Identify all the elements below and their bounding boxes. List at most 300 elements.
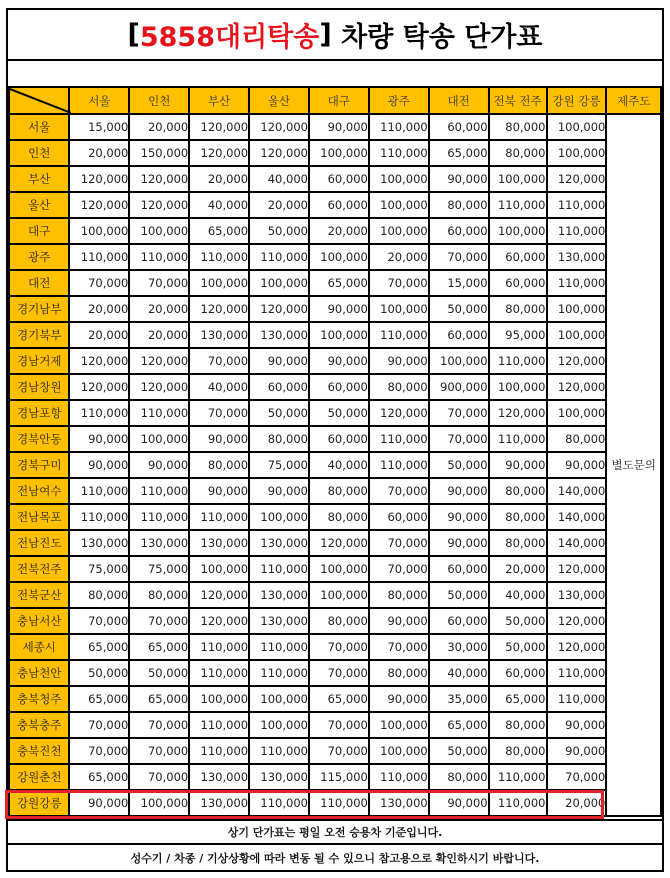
price-cell: 110,000 <box>489 790 547 816</box>
corner-diagonal-cell <box>9 88 69 114</box>
price-cell: 80,000 <box>69 582 129 608</box>
price-cell: 20,000 <box>129 322 189 348</box>
table-row <box>9 348 661 374</box>
row-header-origin: 경남포항 <box>9 400 69 426</box>
price-cell: 110,000 <box>69 244 129 270</box>
price-cell: 15,000 <box>429 270 489 296</box>
table-row <box>9 478 661 504</box>
price-cell: 90,000 <box>249 478 309 504</box>
price-cell: 65,000 <box>129 634 189 660</box>
price-cell: 80,000 <box>489 738 547 764</box>
price-cell: 130,000 <box>249 582 309 608</box>
price-cell: 120,000 <box>547 608 607 634</box>
price-cell: 110,000 <box>69 400 129 426</box>
column-header: 대전 <box>429 88 489 114</box>
row-header-origin: 광주 <box>9 244 69 270</box>
price-cell: 75,000 <box>249 452 309 478</box>
row-header-origin: 경남창원 <box>9 374 69 400</box>
price-cell: 100,000 <box>189 686 249 712</box>
row-header-origin: 경남거제 <box>9 348 69 374</box>
price-cell: 140,000 <box>547 504 607 530</box>
footer-note-weekday: 상기 단가표는 평일 오전 승용차 기준입니다. <box>8 819 662 845</box>
price-cell: 60,000 <box>429 218 489 244</box>
price-cell: 70,000 <box>189 400 249 426</box>
price-cell: 90,000 <box>429 790 489 816</box>
price-table <box>8 88 662 817</box>
price-cell: 40,000 <box>489 582 547 608</box>
price-cell: 100,000 <box>369 296 429 322</box>
title-text: 차량 탁송 단가표 <box>331 22 543 53</box>
price-cell: 70,000 <box>369 270 429 296</box>
price-cell: 50,000 <box>249 400 309 426</box>
price-cell: 20,000 <box>369 244 429 270</box>
price-cell: 80,000 <box>309 504 369 530</box>
price-cell: 65,000 <box>69 686 129 712</box>
price-cell: 70,000 <box>129 712 189 738</box>
row-header-origin: 전북전주 <box>9 556 69 582</box>
price-cell: 65,000 <box>309 686 369 712</box>
row-header-origin: 전남진도 <box>9 530 69 556</box>
table-row <box>9 738 661 764</box>
price-cell: 100,000 <box>249 686 309 712</box>
row-header-origin: 충남천안 <box>9 660 69 686</box>
footer-note-disclaimer: 성수기 / 차종 / 기상상황에 따라 변동 될 수 있으니 참고용으로 확인하시기 바랍니다. <box>130 851 540 865</box>
price-cell: 120,000 <box>547 374 607 400</box>
price-cell: 120,000 <box>547 634 607 660</box>
price-cell: 100,000 <box>249 504 309 530</box>
price-cell: 95,000 <box>489 322 547 348</box>
price-cell: 80,000 <box>309 608 369 634</box>
table-row <box>9 192 661 218</box>
column-header: 광주 <box>369 88 429 114</box>
price-cell: 65,000 <box>489 686 547 712</box>
price-cell: 20,000 <box>129 114 189 140</box>
price-cell: 115,000 <box>309 764 369 790</box>
price-cell: 140,000 <box>547 478 607 504</box>
column-header: 강원 강릉 <box>547 88 607 114</box>
price-cell: 90,000 <box>189 478 249 504</box>
row-header-origin: 대전 <box>9 270 69 296</box>
price-cell: 80,000 <box>489 296 547 322</box>
price-cell: 110,000 <box>189 660 249 686</box>
table-row <box>9 634 661 660</box>
row-header-origin: 경기북부 <box>9 322 69 348</box>
row-header-origin: 충남서산 <box>9 608 69 634</box>
price-sheet <box>6 8 664 872</box>
price-cell: 70,000 <box>369 530 429 556</box>
price-cell: 65,000 <box>69 764 129 790</box>
price-cell: 50,000 <box>429 582 489 608</box>
price-cell: 110,000 <box>189 244 249 270</box>
title-brand: 5858대리탁송 <box>139 22 320 53</box>
price-cell: 60,000 <box>309 426 369 452</box>
price-cell: 65,000 <box>69 634 129 660</box>
price-cell: 70,000 <box>189 348 249 374</box>
price-cell: 110,000 <box>309 790 369 816</box>
price-cell: 40,000 <box>429 660 489 686</box>
price-cell: 110,000 <box>547 686 607 712</box>
row-header-origin: 울산 <box>9 192 69 218</box>
price-cell: 120,000 <box>69 348 129 374</box>
price-cell: 100,000 <box>249 270 309 296</box>
price-cell: 110,000 <box>489 426 547 452</box>
price-cell: 130,000 <box>369 790 429 816</box>
price-cell: 100,000 <box>429 348 489 374</box>
price-cell: 110,000 <box>189 504 249 530</box>
price-cell: 70,000 <box>69 738 129 764</box>
row-header-origin: 강원춘천 <box>9 764 69 790</box>
price-cell: 100,000 <box>249 712 309 738</box>
row-header-origin: 경북안동 <box>9 426 69 452</box>
price-cell: 120,000 <box>129 348 189 374</box>
price-cell: 130,000 <box>69 530 129 556</box>
price-cell: 70,000 <box>309 634 369 660</box>
table-row <box>9 556 661 582</box>
price-cell: 100,000 <box>547 114 607 140</box>
price-cell: 90,000 <box>429 530 489 556</box>
price-cell: 70,000 <box>309 712 369 738</box>
price-cell: 110,000 <box>369 322 429 348</box>
price-cell: 110,000 <box>189 712 249 738</box>
table-row <box>9 374 661 400</box>
row-header-origin: 전남여수 <box>9 478 69 504</box>
price-cell: 70,000 <box>429 426 489 452</box>
price-cell: 100,000 <box>547 296 607 322</box>
price-cell: 120,000 <box>547 556 607 582</box>
price-cell: 65,000 <box>429 140 489 166</box>
price-cell: 65,000 <box>309 270 369 296</box>
column-header: 인천 <box>129 88 189 114</box>
price-cell: 60,000 <box>489 244 547 270</box>
price-cell: 60,000 <box>489 270 547 296</box>
price-cell: 50,000 <box>309 400 369 426</box>
price-cell: 80,000 <box>369 660 429 686</box>
price-cell: 65,000 <box>429 712 489 738</box>
price-cell: 90,000 <box>547 452 607 478</box>
price-cell: 110,000 <box>249 660 309 686</box>
price-cell: 50,000 <box>129 660 189 686</box>
price-cell: 100,000 <box>369 218 429 244</box>
table-row <box>9 452 661 478</box>
price-cell: 130,000 <box>189 530 249 556</box>
price-cell: 100,000 <box>489 218 547 244</box>
price-cell: 40,000 <box>249 166 309 192</box>
price-cell: 120,000 <box>489 400 547 426</box>
price-cell: 100,000 <box>309 322 369 348</box>
price-cell: 60,000 <box>429 322 489 348</box>
price-cell: 100,000 <box>189 556 249 582</box>
column-header: 제주도 <box>606 88 661 114</box>
blank-row <box>8 61 662 88</box>
price-cell: 110,000 <box>369 114 429 140</box>
row-header-origin: 충북청주 <box>9 686 69 712</box>
price-cell: 120,000 <box>249 296 309 322</box>
table-row <box>9 400 661 426</box>
price-cell: 90,000 <box>309 296 369 322</box>
price-cell: 80,000 <box>489 140 547 166</box>
table-row <box>9 166 661 192</box>
price-cell: 110,000 <box>69 504 129 530</box>
price-cell: 110,000 <box>369 140 429 166</box>
price-cell: 60,000 <box>369 504 429 530</box>
column-header: 대구 <box>309 88 369 114</box>
row-header-origin: 인천 <box>9 140 69 166</box>
price-cell: 110,000 <box>489 348 547 374</box>
table-row <box>9 270 661 296</box>
price-cell: 110,000 <box>489 192 547 218</box>
price-cell: 110,000 <box>249 790 309 816</box>
price-cell: 50,000 <box>249 218 309 244</box>
price-cell: 90,000 <box>429 166 489 192</box>
price-cell: 100,000 <box>189 270 249 296</box>
price-cell: 90,000 <box>369 686 429 712</box>
price-cell: 90,000 <box>69 452 129 478</box>
price-cell: 110,000 <box>547 192 607 218</box>
price-cell: 70,000 <box>129 608 189 634</box>
price-cell: 110,000 <box>547 270 607 296</box>
row-header-origin: 세종시 <box>9 634 69 660</box>
price-cell: 140,000 <box>547 530 607 556</box>
column-header: 울산 <box>249 88 309 114</box>
price-cell: 110,000 <box>547 660 607 686</box>
price-cell: 100,000 <box>369 192 429 218</box>
price-cell: 90,000 <box>69 790 129 816</box>
price-cell: 110,000 <box>129 400 189 426</box>
table-row <box>9 114 661 140</box>
price-cell: 70,000 <box>547 764 607 790</box>
price-cell: 75,000 <box>69 556 129 582</box>
table-row-highlighted <box>9 790 661 816</box>
row-header-origin: 전남목포 <box>9 504 69 530</box>
price-cell: 20,000 <box>189 166 249 192</box>
price-cell: 100,000 <box>129 426 189 452</box>
price-cell: 80,000 <box>369 374 429 400</box>
price-cell: 900,000 <box>429 374 489 400</box>
price-cell: 90,000 <box>129 452 189 478</box>
price-cell: 60,000 <box>249 374 309 400</box>
jeju-inquiry-cell: 별도문의 <box>606 114 661 816</box>
price-cell: 40,000 <box>309 452 369 478</box>
price-cell: 90,000 <box>309 114 369 140</box>
price-cell: 100,000 <box>369 166 429 192</box>
price-cell: 40,000 <box>189 374 249 400</box>
price-cell: 90,000 <box>429 478 489 504</box>
price-cell: 110,000 <box>489 764 547 790</box>
price-cell: 70,000 <box>69 712 129 738</box>
price-cell: 120,000 <box>129 192 189 218</box>
price-cell: 20,000 <box>547 790 607 816</box>
price-cell: 130,000 <box>249 322 309 348</box>
price-cell: 120,000 <box>69 192 129 218</box>
price-cell: 20,000 <box>69 140 129 166</box>
price-cell: 110,000 <box>249 244 309 270</box>
price-cell: 90,000 <box>69 426 129 452</box>
price-cell: 60,000 <box>429 608 489 634</box>
price-cell: 70,000 <box>369 634 429 660</box>
price-cell: 130,000 <box>189 764 249 790</box>
price-cell: 100,000 <box>547 140 607 166</box>
price-cell: 100,000 <box>69 218 129 244</box>
price-cell: 20,000 <box>249 192 309 218</box>
price-cell: 100,000 <box>309 556 369 582</box>
price-cell: 70,000 <box>69 270 129 296</box>
price-cell: 80,000 <box>547 426 607 452</box>
column-header: 전북 전주 <box>489 88 547 114</box>
price-cell: 120,000 <box>189 582 249 608</box>
price-cell: 100,000 <box>309 582 369 608</box>
price-cell: 110,000 <box>369 764 429 790</box>
price-cell: 70,000 <box>369 478 429 504</box>
price-cell: 100,000 <box>309 140 369 166</box>
price-cell: 120,000 <box>189 140 249 166</box>
column-header: 서울 <box>69 88 129 114</box>
table-row <box>9 426 661 452</box>
price-cell: 60,000 <box>309 374 369 400</box>
price-cell: 120,000 <box>129 374 189 400</box>
price-cell: 15,000 <box>69 114 129 140</box>
price-cell: 50,000 <box>489 634 547 660</box>
price-cell: 110,000 <box>249 556 309 582</box>
price-cell: 80,000 <box>489 712 547 738</box>
row-header-origin: 대구 <box>9 218 69 244</box>
price-cell: 80,000 <box>489 478 547 504</box>
price-cell: 130,000 <box>129 530 189 556</box>
price-cell: 100,000 <box>547 400 607 426</box>
table-row <box>9 530 661 556</box>
price-cell: 110,000 <box>129 504 189 530</box>
price-cell: 120,000 <box>189 114 249 140</box>
row-header-origin: 경기남부 <box>9 296 69 322</box>
price-cell: 60,000 <box>429 114 489 140</box>
price-cell: 130,000 <box>189 790 249 816</box>
table-row <box>9 764 661 790</box>
price-cell: 110,000 <box>129 478 189 504</box>
price-cell: 110,000 <box>249 634 309 660</box>
price-cell: 70,000 <box>369 556 429 582</box>
title-bracket-close: ] <box>319 19 332 50</box>
price-cell: 50,000 <box>429 738 489 764</box>
price-cell: 80,000 <box>189 452 249 478</box>
price-cell: 110,000 <box>547 218 607 244</box>
price-cell: 30,000 <box>429 634 489 660</box>
price-cell: 70,000 <box>69 608 129 634</box>
price-cell: 90,000 <box>189 426 249 452</box>
price-cell: 20,000 <box>309 218 369 244</box>
price-cell: 120,000 <box>189 296 249 322</box>
price-cell: 110,000 <box>369 452 429 478</box>
price-cell: 120,000 <box>249 114 309 140</box>
title-bracket-open: [ <box>127 19 140 50</box>
price-cell: 100,000 <box>129 218 189 244</box>
price-cell: 50,000 <box>489 608 547 634</box>
price-cell: 90,000 <box>547 738 607 764</box>
price-cell: 80,000 <box>429 192 489 218</box>
price-cell: 110,000 <box>69 478 129 504</box>
price-cell: 75,000 <box>129 556 189 582</box>
price-cell: 100,000 <box>489 166 547 192</box>
price-cell: 120,000 <box>369 400 429 426</box>
table-row <box>9 218 661 244</box>
price-cell: 100,000 <box>489 374 547 400</box>
table-row <box>9 322 661 348</box>
row-header-origin: 강원강릉 <box>9 790 69 816</box>
price-cell: 130,000 <box>547 582 607 608</box>
price-cell: 130,000 <box>189 322 249 348</box>
price-cell: 70,000 <box>309 738 369 764</box>
price-cell: 100,000 <box>547 322 607 348</box>
price-cell: 130,000 <box>547 244 607 270</box>
table-row <box>9 582 661 608</box>
price-cell: 90,000 <box>249 348 309 374</box>
price-cell: 80,000 <box>489 504 547 530</box>
price-cell: 80,000 <box>129 582 189 608</box>
page-title <box>8 10 662 61</box>
table-row <box>9 660 661 686</box>
price-cell: 80,000 <box>429 764 489 790</box>
price-cell: 60,000 <box>429 556 489 582</box>
price-cell: 60,000 <box>309 192 369 218</box>
price-cell: 50,000 <box>429 452 489 478</box>
price-cell: 100,000 <box>369 712 429 738</box>
price-cell: 20,000 <box>129 296 189 322</box>
price-cell: 130,000 <box>249 764 309 790</box>
column-header: 부산 <box>189 88 249 114</box>
price-cell: 90,000 <box>547 712 607 738</box>
price-cell: 150,000 <box>129 140 189 166</box>
table-row <box>9 296 661 322</box>
price-cell: 80,000 <box>369 582 429 608</box>
price-cell: 90,000 <box>369 608 429 634</box>
table-row <box>9 244 661 270</box>
row-header-origin: 충북진천 <box>9 738 69 764</box>
price-cell: 20,000 <box>69 296 129 322</box>
price-cell: 130,000 <box>249 608 309 634</box>
price-cell: 130,000 <box>249 530 309 556</box>
price-cell: 90,000 <box>309 348 369 374</box>
price-cell: 120,000 <box>249 140 309 166</box>
price-cell: 120,000 <box>189 608 249 634</box>
price-cell: 40,000 <box>189 192 249 218</box>
price-cell: 120,000 <box>69 374 129 400</box>
table-row <box>9 608 661 634</box>
price-cell: 70,000 <box>429 244 489 270</box>
price-cell: 50,000 <box>69 660 129 686</box>
row-header-origin: 경북구미 <box>9 452 69 478</box>
price-cell: 120,000 <box>547 348 607 374</box>
row-header-origin: 전북군산 <box>9 582 69 608</box>
price-cell: 120,000 <box>547 166 607 192</box>
row-header-origin: 충북충주 <box>9 712 69 738</box>
price-cell: 80,000 <box>489 114 547 140</box>
price-cell: 90,000 <box>429 504 489 530</box>
price-cell: 60,000 <box>309 166 369 192</box>
diagonal-line-icon <box>10 88 71 114</box>
price-cell: 65,000 <box>189 218 249 244</box>
price-cell: 60,000 <box>489 660 547 686</box>
price-cell: 80,000 <box>309 478 369 504</box>
price-cell: 80,000 <box>489 530 547 556</box>
price-cell: 110,000 <box>369 426 429 452</box>
price-cell: 120,000 <box>69 166 129 192</box>
price-cell: 90,000 <box>369 348 429 374</box>
price-cell: 110,000 <box>189 634 249 660</box>
price-cell: 100,000 <box>309 244 369 270</box>
price-cell: 70,000 <box>129 738 189 764</box>
price-cell: 80,000 <box>249 426 309 452</box>
price-cell: 120,000 <box>309 530 369 556</box>
row-header-origin: 서울 <box>9 114 69 140</box>
price-cell: 100,000 <box>129 790 189 816</box>
